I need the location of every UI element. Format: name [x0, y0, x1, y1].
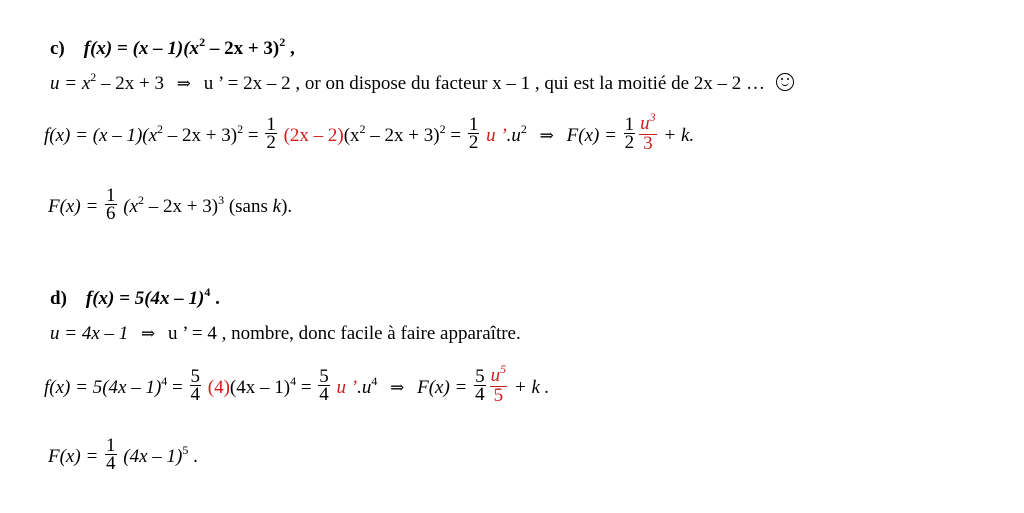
c-derivation	[44, 110, 695, 155]
c-final-text: ).	[281, 195, 293, 217]
d-final-lhs: F(x) =	[48, 445, 99, 467]
exponent: 5	[500, 362, 507, 376]
fraction-u5-over-5	[490, 362, 508, 406]
exponent: 2	[359, 121, 366, 136]
exponent: 2	[520, 121, 527, 136]
c-u-prime-text: u ’ = 2x – 2 , or on dispose du facteur x – 1 , qui est la moitié de 2x – 2 …	[203, 73, 766, 94]
c-u-text2: – 2x + 3	[96, 73, 164, 94]
k-symbol: k	[272, 195, 282, 217]
c-final-lhs: F(x) =	[48, 195, 99, 217]
implies-arrow-icon: ⇒	[141, 324, 156, 343]
section-d-heading	[50, 285, 220, 310]
numerator: 5	[319, 366, 329, 387]
d-u-text: u = 4x – 1	[50, 323, 129, 344]
plus-k: + k .	[513, 376, 550, 398]
denominator: 4	[106, 453, 116, 474]
d-u-prime-text: u ’ = 4 , nombre, donc facile à faire apparaître.	[168, 323, 521, 344]
c-derivation-text: – 2x + 3)	[163, 124, 238, 146]
smiley-icon	[776, 73, 794, 91]
section-c-heading	[50, 35, 295, 60]
c-final-text: (x	[123, 195, 139, 217]
d-final-text: (4x – 1)	[123, 445, 183, 467]
denominator: 6	[106, 203, 116, 224]
d-function-lhs: f(x) = 5(4x – 1)	[85, 288, 205, 309]
numerator	[490, 362, 508, 386]
d-derivation	[44, 362, 550, 407]
denominator: 2	[266, 132, 276, 153]
exponent: 4	[161, 373, 168, 388]
c-derivation-text: – 2x + 3)	[365, 124, 440, 146]
c-final-text: (sans	[224, 195, 273, 217]
denominator: 4	[319, 384, 329, 405]
d-function-end: .	[210, 288, 220, 309]
fraction-five-fourths	[190, 368, 202, 403]
c-function-end: ,	[285, 38, 295, 59]
u: u	[490, 365, 501, 386]
d-derivation-text: (4x – 1)	[229, 376, 291, 398]
denominator: 4	[190, 384, 200, 405]
fraction-one-quarter	[105, 437, 117, 472]
numerator: 1	[624, 114, 635, 135]
c-red-factor: (2x – 2)	[283, 124, 344, 146]
u: u	[640, 113, 650, 134]
c-u-definition	[50, 70, 794, 95]
denominator: 4	[475, 384, 485, 405]
exponent: 5	[182, 442, 189, 457]
numerator: 5	[190, 366, 200, 387]
d-derivation-text: =	[296, 376, 312, 398]
d-final-text: .	[188, 445, 198, 467]
exponent: 2	[90, 70, 97, 84]
numerator	[639, 110, 657, 134]
fraction-five-fourths	[474, 368, 486, 403]
fraction-u3-over-3	[639, 110, 657, 154]
dot-u: .u	[357, 376, 372, 398]
denominator: 2	[468, 132, 479, 153]
exponent: 2	[157, 121, 164, 136]
fraction-one-half	[265, 116, 277, 151]
d-final-answer	[48, 435, 198, 475]
section-d-label: d)	[50, 288, 67, 309]
c-function-lhs: f(x) = (x – 1)(x	[83, 38, 200, 59]
implies-arrow-icon: ⇒	[176, 74, 191, 93]
d-derivation-text: =	[167, 376, 183, 398]
d-antiderivative-lhs: F(x) =	[417, 376, 468, 398]
fraction-one-half	[468, 116, 480, 151]
exponent: 2	[237, 121, 244, 136]
exponent: 3	[649, 110, 656, 124]
d-u-definition	[50, 323, 521, 345]
fraction-five-fourths	[318, 368, 330, 403]
dot-u: .u	[506, 124, 521, 146]
numerator: 1	[266, 114, 276, 135]
exponent: 4	[371, 373, 378, 388]
fraction-one-sixth	[105, 187, 117, 222]
c-final-answer	[48, 185, 293, 225]
numerator: 1	[106, 185, 116, 206]
exponent: 2	[138, 192, 145, 207]
fraction-one-half	[624, 116, 636, 151]
denominator: 3	[639, 134, 657, 152]
c-derivation-text: (x	[343, 124, 360, 146]
u-prime: u ’	[336, 376, 358, 398]
denominator: 5	[490, 386, 508, 404]
numerator: 1	[468, 114, 479, 135]
implies-arrow-icon: ⇒	[390, 377, 405, 397]
c-function-mid: – 2x + 3)	[205, 38, 280, 59]
denominator: 2	[624, 132, 635, 153]
plus-k: + k.	[663, 124, 695, 146]
c-derivation-text: =	[243, 124, 259, 146]
exponent: 4	[290, 373, 297, 388]
d-derivation-text: f(x) = 5(4x – 1)	[44, 376, 162, 398]
section-c-label: c)	[50, 38, 65, 59]
exponent: 4	[204, 285, 211, 299]
d-red-factor: (4)	[207, 376, 230, 398]
exponent: 3	[218, 192, 225, 207]
numerator: 5	[475, 366, 485, 387]
c-derivation-text: =	[445, 124, 462, 146]
exponent: 2	[199, 35, 206, 49]
u-prime: u ’	[486, 124, 507, 146]
c-u-text: u = x	[50, 73, 91, 94]
exponent: 2	[279, 35, 286, 49]
exponent: 2	[439, 121, 446, 136]
numerator: 1	[106, 435, 116, 456]
c-antiderivative-lhs: F(x) =	[566, 124, 617, 146]
c-final-text: – 2x + 3)	[144, 195, 219, 217]
c-derivation-text: f(x) = (x – 1)(x	[44, 124, 158, 146]
implies-arrow-icon: ⇒	[539, 125, 554, 145]
